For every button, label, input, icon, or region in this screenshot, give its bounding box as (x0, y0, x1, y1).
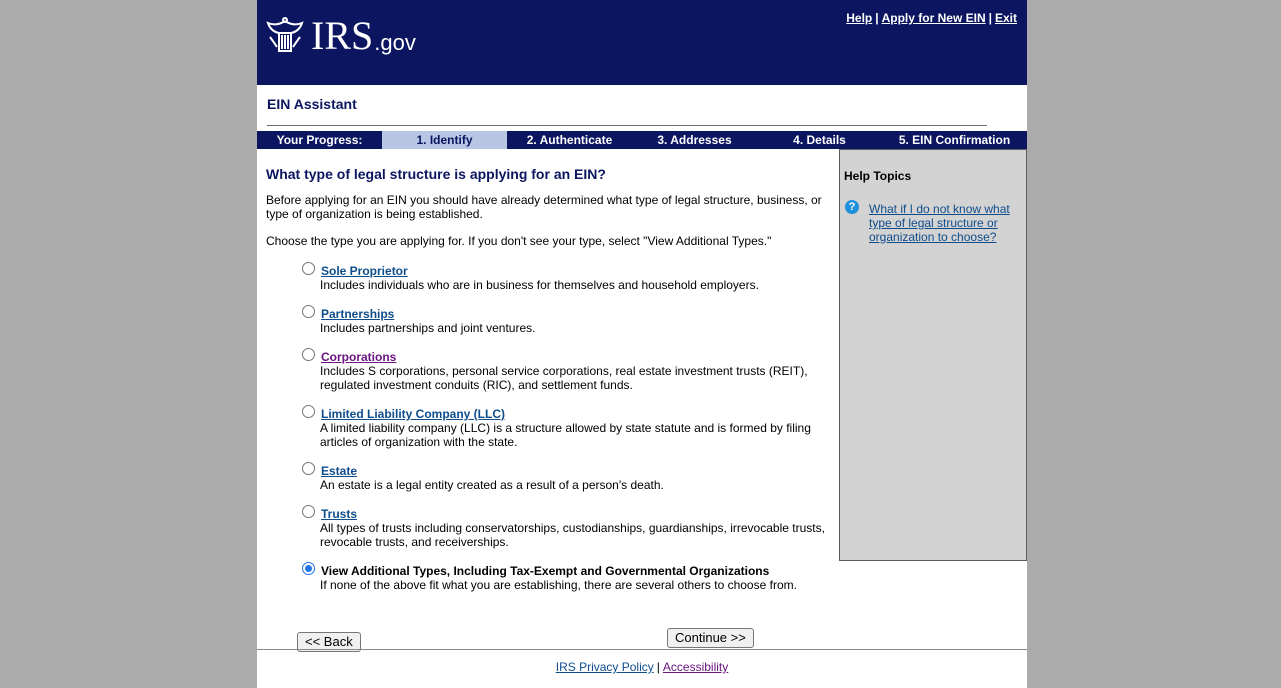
corporations-link[interactable]: Corporations (321, 350, 397, 364)
footer (257, 660, 1027, 674)
back-button[interactable]: << Back (297, 632, 361, 652)
sole-proprietor-link[interactable]: Sole Proprietor (321, 264, 408, 278)
apply-new-ein-link[interactable]: Apply for New EIN (881, 11, 986, 25)
irs-logo[interactable] (265, 13, 416, 58)
eagle-icon (265, 17, 305, 55)
footer-separator: | (656, 660, 660, 674)
llc-radio[interactable] (302, 405, 315, 418)
question-heading: What type of legal structure is applying for an EIN? (266, 166, 606, 182)
llc-description: A limited liability company (LLC) is a structure allowed by state statute and is formed by filing articles of organization with the state. (320, 421, 811, 449)
progress-step-addresses: 3. Addresses (657, 133, 732, 147)
additional-types-description: If none of the above fit what you are establishing, there are several others to choose from. (320, 578, 797, 592)
trusts-description: All types of trusts including conservatorships, custodianships, guardianships, irrevocable trusts, revocable trusts, and receiverships. (320, 521, 825, 549)
privacy-policy-link[interactable]: IRS Privacy Policy (555, 660, 654, 674)
trusts-radio[interactable] (302, 505, 315, 518)
corporations-description: Includes S corporations, personal service corporations, real estate investment trusts (REIT), regulated investment conduits (RIC), and settlement funds. (320, 364, 808, 392)
help-sidebar (839, 149, 1027, 561)
help-topics-title: Help Topics (844, 169, 912, 183)
page (257, 0, 1027, 688)
trusts-link[interactable]: Trusts (321, 507, 358, 521)
link-separator: | (875, 11, 879, 25)
help-topic-link[interactable]: What if I do not know what type of legal structure or organization to choose? (869, 202, 1010, 244)
accessibility-link[interactable]: Accessibility (662, 660, 729, 674)
footer-divider (257, 649, 1027, 650)
link-separator: | (988, 11, 992, 25)
logo-text: IRS (311, 13, 374, 58)
progress-label: Your Progress: (276, 133, 363, 147)
app-title: EIN Assistant (267, 96, 357, 112)
estate-radio[interactable] (302, 462, 315, 475)
partnerships-description: Includes partnerships and joint ventures. (320, 321, 536, 335)
progress-step-ein-confirmation: 5. EIN Confirmation (898, 133, 1011, 147)
top-links (846, 11, 1017, 25)
partnerships-link[interactable]: Partnerships (321, 307, 395, 321)
progress-step-authenticate: 2. Authenticate (526, 133, 613, 147)
exit-link[interactable]: Exit (994, 11, 1017, 25)
help-question-icon: ? (845, 200, 859, 214)
corporations-radio[interactable] (302, 348, 315, 361)
intro-text: Before applying for an EIN you should have already determined what type of legal structure, business, or type of organization is being established. (266, 193, 822, 221)
header (257, 0, 1027, 85)
additional-types-label[interactable]: View Additional Types, Including Tax-Exempt and Governmental Organizations (321, 564, 770, 578)
progress-step-identify: 1. Identify (382, 131, 507, 149)
logo-suffix: .gov (374, 30, 416, 55)
additional-types-radio[interactable] (302, 562, 315, 575)
progress-bar (257, 131, 1027, 149)
instruction-text: Choose the type you are applying for. If you don't see your type, select "View Additional Types." (266, 234, 772, 248)
estate-description: An estate is a legal entity created as a result of a person's death. (320, 478, 664, 492)
sole-proprietor-radio[interactable] (302, 262, 315, 275)
progress-step-details: 4. Details (793, 133, 846, 147)
help-link[interactable]: Help (846, 11, 873, 25)
title-divider (267, 125, 987, 126)
continue-button[interactable]: Continue >> (667, 628, 754, 648)
estate-link[interactable]: Estate (321, 464, 358, 478)
sole-proprietor-description: Includes individuals who are in business for themselves and household employers. (320, 278, 759, 292)
partnerships-radio[interactable] (302, 305, 315, 318)
llc-link[interactable]: Limited Liability Company (LLC) (321, 407, 506, 421)
